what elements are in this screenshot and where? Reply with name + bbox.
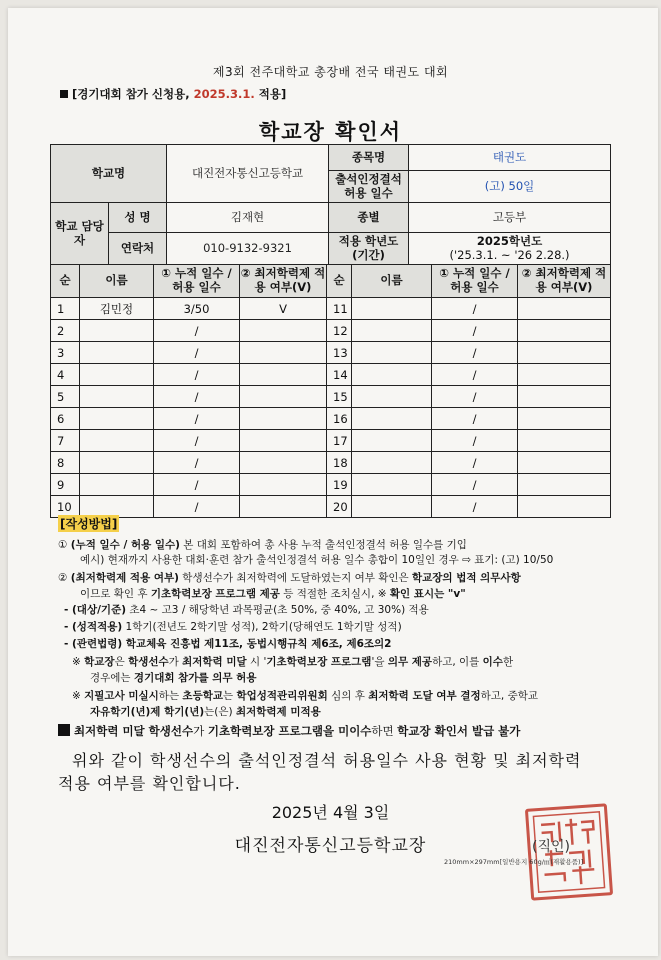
inst-l4a: 이므로 확인 후 xyxy=(80,588,151,600)
inst-l11b: 는(은) xyxy=(204,706,236,718)
cell-no-20: 20 xyxy=(327,496,352,518)
document-title: 학교장 확인서 xyxy=(258,120,403,144)
header-grade-left: ② 최저학력제 적용 여부(V) xyxy=(240,265,327,298)
inst-l7b: 학교체육 진흥법 제11조, 동법시행규칙 제6조, 제6조의2 xyxy=(122,638,392,650)
cell-grade-11 xyxy=(518,298,611,320)
instruction-line-11 xyxy=(90,705,650,719)
academic-year-cell xyxy=(409,233,611,265)
confirmation-line-2: 적용 여부를 확인합니다. xyxy=(58,774,241,793)
cell-days-3: / xyxy=(154,342,240,364)
header-no-left: 순 xyxy=(51,265,80,298)
cell-grade-18 xyxy=(518,452,611,474)
event-title: 제3회 전주대학교 총장배 전국 태권도 대회 xyxy=(212,65,449,79)
instruction-line-10 xyxy=(72,689,632,703)
cell-name-12 xyxy=(352,320,432,342)
paper-spec-note: 210mm×297mm[일반용지 60g/㎡(재활용품)] xyxy=(444,858,584,866)
cell-grade-6 xyxy=(240,408,327,430)
inst-l6a: - (성적적용) xyxy=(64,621,123,633)
manager-contact-value: 010-9132-9321 xyxy=(167,233,329,265)
inst-l8e: 가 xyxy=(168,656,183,668)
cell-name-6 xyxy=(80,408,154,430)
cell-no-4: 4 xyxy=(51,364,80,386)
header-days-left: ① 누적 일수 / 허용 일수 xyxy=(154,265,240,298)
cell-name-7 xyxy=(80,430,154,452)
cell-days-8: / xyxy=(154,452,240,474)
cell-days-11: / xyxy=(432,298,518,320)
inst-l8m: 한 xyxy=(502,656,514,668)
cell-no-15: 15 xyxy=(327,386,352,408)
inst-l5b: 초4 ~ 고3 / 해당학년 과목평균(초 50%, 중 40%, 고 30%) 적용 xyxy=(126,604,429,616)
table-row xyxy=(51,408,611,430)
cell-grade-4 xyxy=(240,364,327,386)
cell-name-9 xyxy=(80,474,154,496)
instruction-line-3 xyxy=(58,571,618,585)
inst-l8l: 이수 xyxy=(482,656,503,668)
cell-name-4 xyxy=(80,364,154,386)
cell-grade-2 xyxy=(240,320,327,342)
cell-grade-16 xyxy=(518,408,611,430)
manager-name-label: 성 명 xyxy=(109,203,167,233)
circled-one: ① xyxy=(58,539,68,551)
seal-mark: (직인) xyxy=(532,839,570,855)
inst-legal-duty: 학교장의 법적 의무사항 xyxy=(412,572,521,584)
inst-days-term: (누적 일수 / 허용 일수) xyxy=(70,539,180,551)
instruction-line-8 xyxy=(72,655,632,669)
instruction-line-9 xyxy=(90,671,650,685)
inst-l5a: - (대상/기준) xyxy=(64,604,127,616)
notice-prefix: [경기대회 참가 신청용, xyxy=(72,87,194,101)
cell-grade-14 xyxy=(518,364,611,386)
cell-days-15: / xyxy=(432,386,518,408)
cell-days-17: / xyxy=(432,430,518,452)
instructions-heading: [작성방법] xyxy=(60,517,118,531)
inst-l8c: 은 xyxy=(114,656,129,668)
school-manager-label: 학교 담당자 xyxy=(51,203,109,265)
sport-value: 태권도 xyxy=(409,145,611,171)
issue-date: 2025년 4월 3일 xyxy=(271,803,390,822)
cell-no-3: 3 xyxy=(51,342,80,364)
inst-grade-desc: 학생선수가 최저학력에 도달하였는지 여부 확인은 xyxy=(178,572,412,584)
inst-l10e: 는 xyxy=(223,690,237,702)
cell-grade-3 xyxy=(240,342,327,364)
cell-grade-1: V xyxy=(240,298,327,320)
inst-l8b: 학교장 xyxy=(84,656,115,668)
cell-name-16 xyxy=(352,408,432,430)
cell-grade-9 xyxy=(240,474,327,496)
inst-l8f: 최저학력 미달 xyxy=(182,656,247,668)
instruction-line-5 xyxy=(64,603,624,617)
cell-days-16: / xyxy=(432,408,518,430)
checkbox-icon xyxy=(58,724,70,736)
cell-grade-5 xyxy=(240,386,327,408)
square-bullet-icon xyxy=(60,90,68,98)
inst-l4d: 확인 표시는 "v" xyxy=(389,588,466,600)
sport-label: 종목명 xyxy=(329,145,409,171)
table-row xyxy=(51,320,611,342)
cell-grade-7 xyxy=(240,430,327,452)
inst-l8j: 의무 제공 xyxy=(387,656,433,668)
cell-grade-17 xyxy=(518,430,611,452)
cell-name-15 xyxy=(352,386,432,408)
instruction-line-2: 예시) 현재까지 사용한 대회·훈련 참가 출석인정결석 허용 일수 총합이 10일인 경우 ⇨ 표기: (고) 10/50 xyxy=(80,554,554,566)
cell-days-4: / xyxy=(154,364,240,386)
cell-days-10: / xyxy=(154,496,240,518)
cell-name-3 xyxy=(80,342,154,364)
inst-l10c: 하는 xyxy=(158,690,183,702)
cell-no-1: 1 xyxy=(51,298,80,320)
cell-no-5: 5 xyxy=(51,386,80,408)
division-value: 고등부 xyxy=(409,203,611,233)
header-name-right: 이름 xyxy=(352,265,432,298)
issuance-warning xyxy=(58,723,520,739)
academic-year-label: 적용 학년도 (기간) xyxy=(329,233,409,265)
notice-suffix: 적용] xyxy=(254,87,287,101)
student-list-table xyxy=(50,264,611,518)
allowed-days-label: 출석인정결석 허용 일수 xyxy=(329,171,409,203)
inst-l10h: 최저학력 도달 여부 결정 xyxy=(368,690,481,702)
division-label: 종별 xyxy=(329,203,409,233)
warn-b: 가 xyxy=(193,724,208,738)
cell-grade-13 xyxy=(518,342,611,364)
notice-date: 2025.3.1. xyxy=(193,87,255,101)
inst-grade-term: (최저학력제 적용 여부) xyxy=(70,572,179,584)
warn-a: 최저학력 미달 학생선수 xyxy=(74,724,194,738)
table-row xyxy=(51,298,611,320)
student-list-body xyxy=(51,298,611,518)
school-info-table xyxy=(50,144,611,265)
inst-l4c: 등 적절한 조치실시, ※ xyxy=(279,588,390,600)
cell-days-1: 3/50 xyxy=(154,298,240,320)
cell-no-17: 17 xyxy=(327,430,352,452)
cell-grade-20 xyxy=(518,496,611,518)
inst-l8i: '을 xyxy=(371,656,388,668)
cell-no-10: 10 xyxy=(51,496,80,518)
instruction-line-6 xyxy=(64,620,624,634)
inst-l8k: 하고, 이를 xyxy=(432,656,483,668)
cell-name-14 xyxy=(352,364,432,386)
cell-days-20: / xyxy=(432,496,518,518)
header-name-left: 이름 xyxy=(80,265,154,298)
inst-l10b: 지필고사 미실시 xyxy=(84,690,159,702)
header-days-right: ① 누적 일수 / 허용 일수 xyxy=(432,265,518,298)
inst-l9a: 경우에는 xyxy=(90,672,134,684)
instruction-line-1 xyxy=(58,538,618,552)
cell-name-19 xyxy=(352,474,432,496)
cell-name-8 xyxy=(80,452,154,474)
inst-l4b: 기초학력보장 프로그램 제공 xyxy=(150,588,280,600)
cell-name-13 xyxy=(352,342,432,364)
principal-signature-line: 대진전자통신고등학교장 xyxy=(234,836,427,856)
usage-notice xyxy=(60,86,286,102)
cell-days-12: / xyxy=(432,320,518,342)
cell-days-2: / xyxy=(154,320,240,342)
academic-year-value: 2025학년도 xyxy=(476,234,543,249)
cell-no-12: 12 xyxy=(327,320,352,342)
cell-grade-12 xyxy=(518,320,611,342)
inst-l8h: 기초학력보장 프로그램 xyxy=(266,656,372,668)
confirmation-line-1: 위와 같이 학생선수의 출석인정결석 허용일수 사용 현황 및 최저학력 xyxy=(72,751,582,770)
circled-two: ② xyxy=(58,572,68,584)
inst-l8d: 학생선수 xyxy=(128,656,169,668)
cell-no-9: 9 xyxy=(51,474,80,496)
warn-e: 학교장 확인서 발급 불가 xyxy=(397,724,521,738)
cell-grade-10 xyxy=(240,496,327,518)
cell-no-7: 7 xyxy=(51,430,80,452)
inst-l9b: 경기대회 참가를 의무 허용 xyxy=(133,672,257,684)
manager-contact-label: 연락처 xyxy=(109,233,167,265)
cell-grade-8 xyxy=(240,452,327,474)
inst-l8g: 시 ' xyxy=(246,656,267,668)
table-row xyxy=(51,342,611,364)
table-row xyxy=(51,474,611,496)
school-name-label: 학교명 xyxy=(51,145,167,203)
header-no-right: 순 xyxy=(327,265,352,298)
cell-no-14: 14 xyxy=(327,364,352,386)
school-name-value: 대진전자통신고등학교 xyxy=(167,145,329,203)
instruction-line-4 xyxy=(80,587,640,601)
warn-c: 기초학력보장 프로그램을 미이수 xyxy=(207,724,372,738)
table-row xyxy=(51,430,611,452)
inst-l11a: 자유학기(년)제 학기(년) xyxy=(90,706,205,718)
inst-l10f: 학업성적관리위원회 xyxy=(236,690,328,702)
cell-name-11 xyxy=(352,298,432,320)
cell-days-13: / xyxy=(432,342,518,364)
cell-name-5 xyxy=(80,386,154,408)
cell-days-14: / xyxy=(432,364,518,386)
cell-no-19: 19 xyxy=(327,474,352,496)
table-row xyxy=(51,386,611,408)
table-row xyxy=(51,364,611,386)
cell-name-1: 김민정 xyxy=(80,298,154,320)
cell-days-5: / xyxy=(154,386,240,408)
inst-l10g: 심의 후 xyxy=(327,690,369,702)
instruction-line-7 xyxy=(64,637,624,651)
cell-no-18: 18 xyxy=(327,452,352,474)
cell-no-11: 11 xyxy=(327,298,352,320)
cell-no-13: 13 xyxy=(327,342,352,364)
inst-l10d: 초등학교 xyxy=(182,690,223,702)
cell-name-2 xyxy=(80,320,154,342)
allowed-days-value: (고) 50일 xyxy=(409,171,611,203)
cell-days-9: / xyxy=(154,474,240,496)
table-row xyxy=(51,496,611,518)
cell-name-18 xyxy=(352,452,432,474)
cell-no-2: 2 xyxy=(51,320,80,342)
cell-days-6: / xyxy=(154,408,240,430)
cell-no-8: 8 xyxy=(51,452,80,474)
warn-d: 하면 xyxy=(371,724,398,738)
inst-l6b: 1학기(전년도 2학기말 성적), 2학기(당해연도 1학기말 성적) xyxy=(122,621,402,633)
cell-grade-19 xyxy=(518,474,611,496)
inst-l10a: ※ xyxy=(72,690,85,702)
cell-name-17 xyxy=(352,430,432,452)
inst-l10i: 하고, 중학교 xyxy=(480,690,539,702)
inst-l8a: ※ xyxy=(72,656,85,668)
inst-l7a: - (관련법령) xyxy=(64,638,123,650)
table-row xyxy=(51,452,611,474)
cell-days-19: / xyxy=(432,474,518,496)
cell-name-20 xyxy=(352,496,432,518)
cell-days-7: / xyxy=(154,430,240,452)
header-grade-right: ② 최저학력제 적용 여부(V) xyxy=(518,265,611,298)
academic-period-value: ('25.3.1. ~ '26 2.28.) xyxy=(449,247,570,262)
cell-no-16: 16 xyxy=(327,408,352,430)
cell-days-18: / xyxy=(432,452,518,474)
manager-name-value: 김재현 xyxy=(167,203,329,233)
cell-grade-15 xyxy=(518,386,611,408)
cell-no-6: 6 xyxy=(51,408,80,430)
inst-days-desc: 본 대회 포함하여 총 사용 누적 출석인정결석 허용 일수를 기입 xyxy=(179,539,467,551)
inst-l11c: 최저학력제 미적용 xyxy=(235,706,321,718)
